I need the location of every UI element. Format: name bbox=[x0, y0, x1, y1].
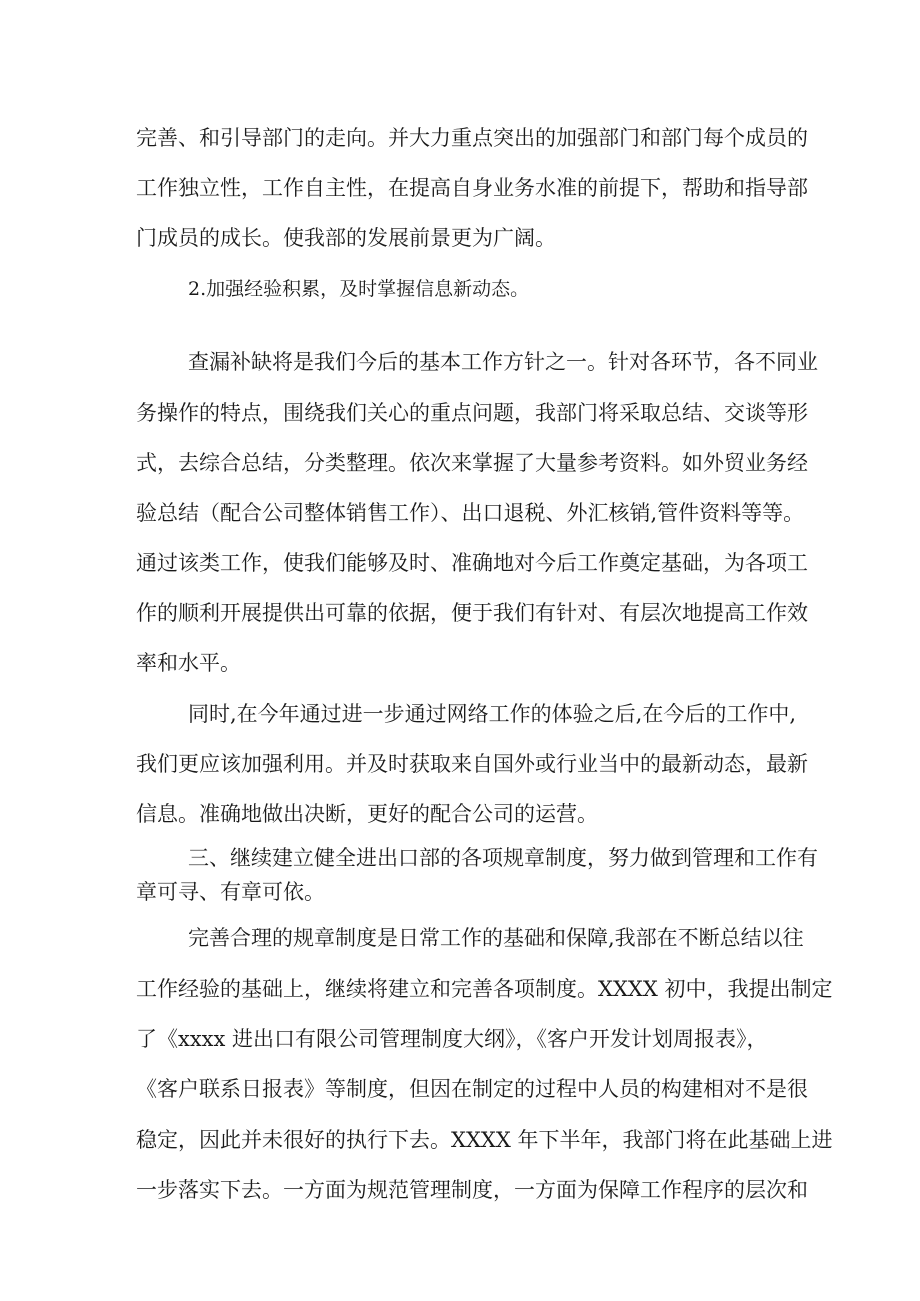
paragraph-line: 我们更应该加强利用。并及时获取来自国外或行业当中的最新动态，最新 bbox=[136, 752, 808, 776]
paragraph-line: 2.加强经验积累，及时掌握信息新动态。 bbox=[188, 278, 530, 300]
paragraph-line: 三、继续建立健全进出口部的各项规章制度，努力做到管理和工作有 bbox=[188, 846, 818, 870]
paragraph-line: 同时,在今年通过进一步通过网络工作的体验之后,在今后的工作中, bbox=[188, 702, 797, 726]
paragraph-line: 章可寻、有章可依。 bbox=[136, 880, 325, 904]
paragraph-line: 率和水平。 bbox=[136, 651, 241, 675]
paragraph-line: 工作独立性，工作自主性，在提高自身业务水准的前提下，帮助和指导部 bbox=[136, 176, 808, 200]
paragraph-line: 务操作的特点，围绕我们关心的重点问题，我部门将采取总结、交谈等形 bbox=[136, 401, 808, 425]
paragraph-line: 验总结（配合公司整体销售工作）、出口退税、外汇核销,管件资料等等。 bbox=[136, 501, 805, 525]
paragraph-line: 稳定，因此并未很好的执行下去。XXXX 年下半年，我部门将在此基础上进 bbox=[136, 1128, 833, 1152]
paragraph-line: 工作经验的基础上，继续将建立和完善各项制度。XXXX 初中，我提出制定 bbox=[136, 977, 833, 1001]
paragraph-line: 通过该类工作，使我们能够及时、准确地对今后工作奠定基础，为各项工 bbox=[136, 551, 808, 575]
paragraph-line: 门成员的成长。使我部的发展前景更为广阔。 bbox=[136, 226, 556, 250]
paragraph-line: 完善、和引导部门的走向。并大力重点突出的加强部门和部门每个成员的 bbox=[136, 126, 808, 150]
paragraph-line: 信息。准确地做出决断，更好的配合公司的运营。 bbox=[136, 802, 598, 826]
paragraph-line: 完善合理的规章制度是日常工作的基础和保障,我部在不断总结以往 bbox=[188, 926, 804, 950]
paragraph-line: 一步落实下去。一方面为规范管理制度，一方面为保障工作程序的层次和 bbox=[136, 1178, 808, 1202]
paragraph-line: 式，去综合总结，分类整理。依次来掌握了大量参考资料。如外贸业务经 bbox=[136, 451, 808, 475]
paragraph-line: 查漏补缺将是我们今后的基本工作方针之一。针对各环节，各不同业 bbox=[188, 350, 818, 374]
paragraph-line: 作的顺利开展提供出可靠的依据，便于我们有针对、有层次地提高工作效 bbox=[136, 601, 808, 625]
paragraph-line: 《客户联系日报表》等制度，但因在制定的过程中人员的构建相对不是很 bbox=[136, 1077, 808, 1101]
paragraph-line: 了《xxxx 进出口有限公司管理制度大纲》，《客户开发计划周报表》， bbox=[136, 1027, 768, 1051]
